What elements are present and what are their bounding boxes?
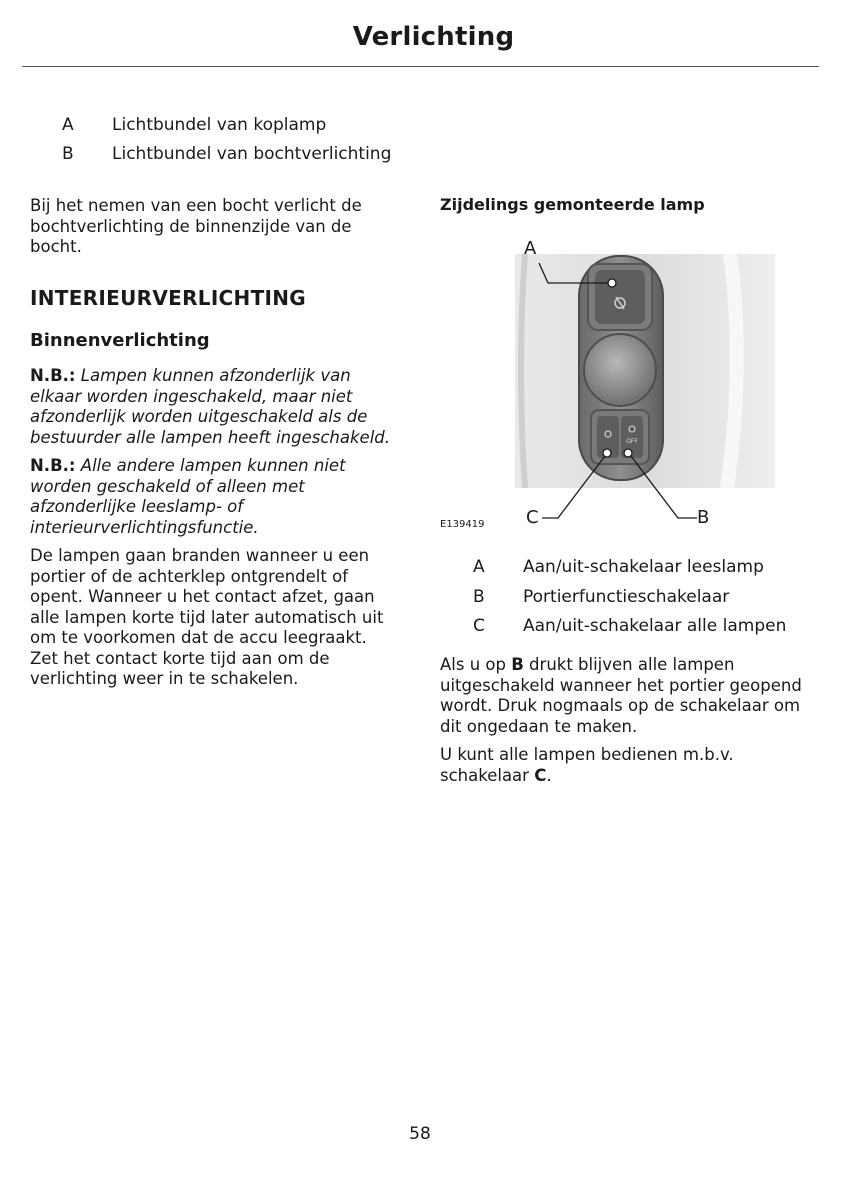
subsection-title: Binnenverlichting [30,330,210,351]
legend-text: Aan/uit-schakelaar alle lampen [523,616,787,636]
note-text: Lampen kunnen afzonderlijk van elkaar worden ingeschakeld, maar niet afzonderlijk worden uitgeschakeld als de bestuurder alle lampen heeft ingeschakeld. [30,366,391,447]
page-number: 58 [409,1124,431,1144]
legend-letter: C [473,616,485,636]
callout-line-a [539,263,609,283]
callout-line-b [631,456,697,518]
legend-letter: B [473,587,485,607]
callout-label-a: A [524,238,537,259]
legend-text: Portierfunctieschakelaar [523,587,730,607]
callout-lines [515,236,725,536]
header-divider [22,66,819,67]
text-run: . [546,765,552,785]
note-1 [30,366,405,448]
legend-letter: B [62,144,74,164]
legend-text: Aan/uit-schakelaar leeslamp [523,557,764,577]
bold-reference: C [534,765,547,785]
legend-letter: A [473,557,485,577]
note-label: N.B.: [30,366,76,385]
callout-label-c: C [526,507,539,528]
callout-dot-c [603,449,611,457]
intro-paragraph: Bij het nemen van een bocht verlicht de bochtverlichting de binnenzijde van de bocht. [30,196,362,256]
text-run: Als u op [440,655,512,674]
note-2 [30,456,390,538]
callout-label-b: B [697,507,710,528]
off-switch-label: OFF [626,438,638,445]
note-text: Alle andere lampen kunnen niet worden geschakeld of alleen met afzonderlijke leeslamp- of interieurverlichtingsfunctie. [30,456,346,537]
legend-text: Lichtbundel van koplamp [112,115,327,135]
text-run: drukt blijven alle lampen uitgeschakeld wanneer het portier geopend wordt. Druk nogmaals op de schakelaar om dit ongedaan te maken. [440,655,802,736]
switch-b-paragraph [440,655,805,737]
note-label: N.B.: [30,456,76,475]
legend-letter: A [62,115,74,135]
figure-heading: Zijdelings gemonteerde lamp [440,195,705,214]
callout-dot-b [624,449,632,457]
section-title: INTERIEURVERLICHTING [30,286,307,310]
callout-dot-a [608,279,616,287]
figure-code: E139419 [440,519,485,530]
switch-c-paragraph [440,745,800,786]
callout-line-c [542,456,605,518]
body-paragraph: De lampen gaan branden wanneer u een portier of de achterklep ontgrendelt of opent. Wanneer u het contact afzet, gaan alle lampen korte tijd later automatisch uit om te voorkomen dat de accu leegraakt. Zet het contact korte tijd aan om de verlichting weer in te schakelen. [30,546,384,688]
text-run: U kunt alle lampen bedienen m.b.v. schakelaar [440,745,734,785]
bold-reference: B [511,655,524,674]
legend-text: Lichtbundel van bochtverlichting [112,144,392,164]
page-title: Verlichting [352,22,515,52]
